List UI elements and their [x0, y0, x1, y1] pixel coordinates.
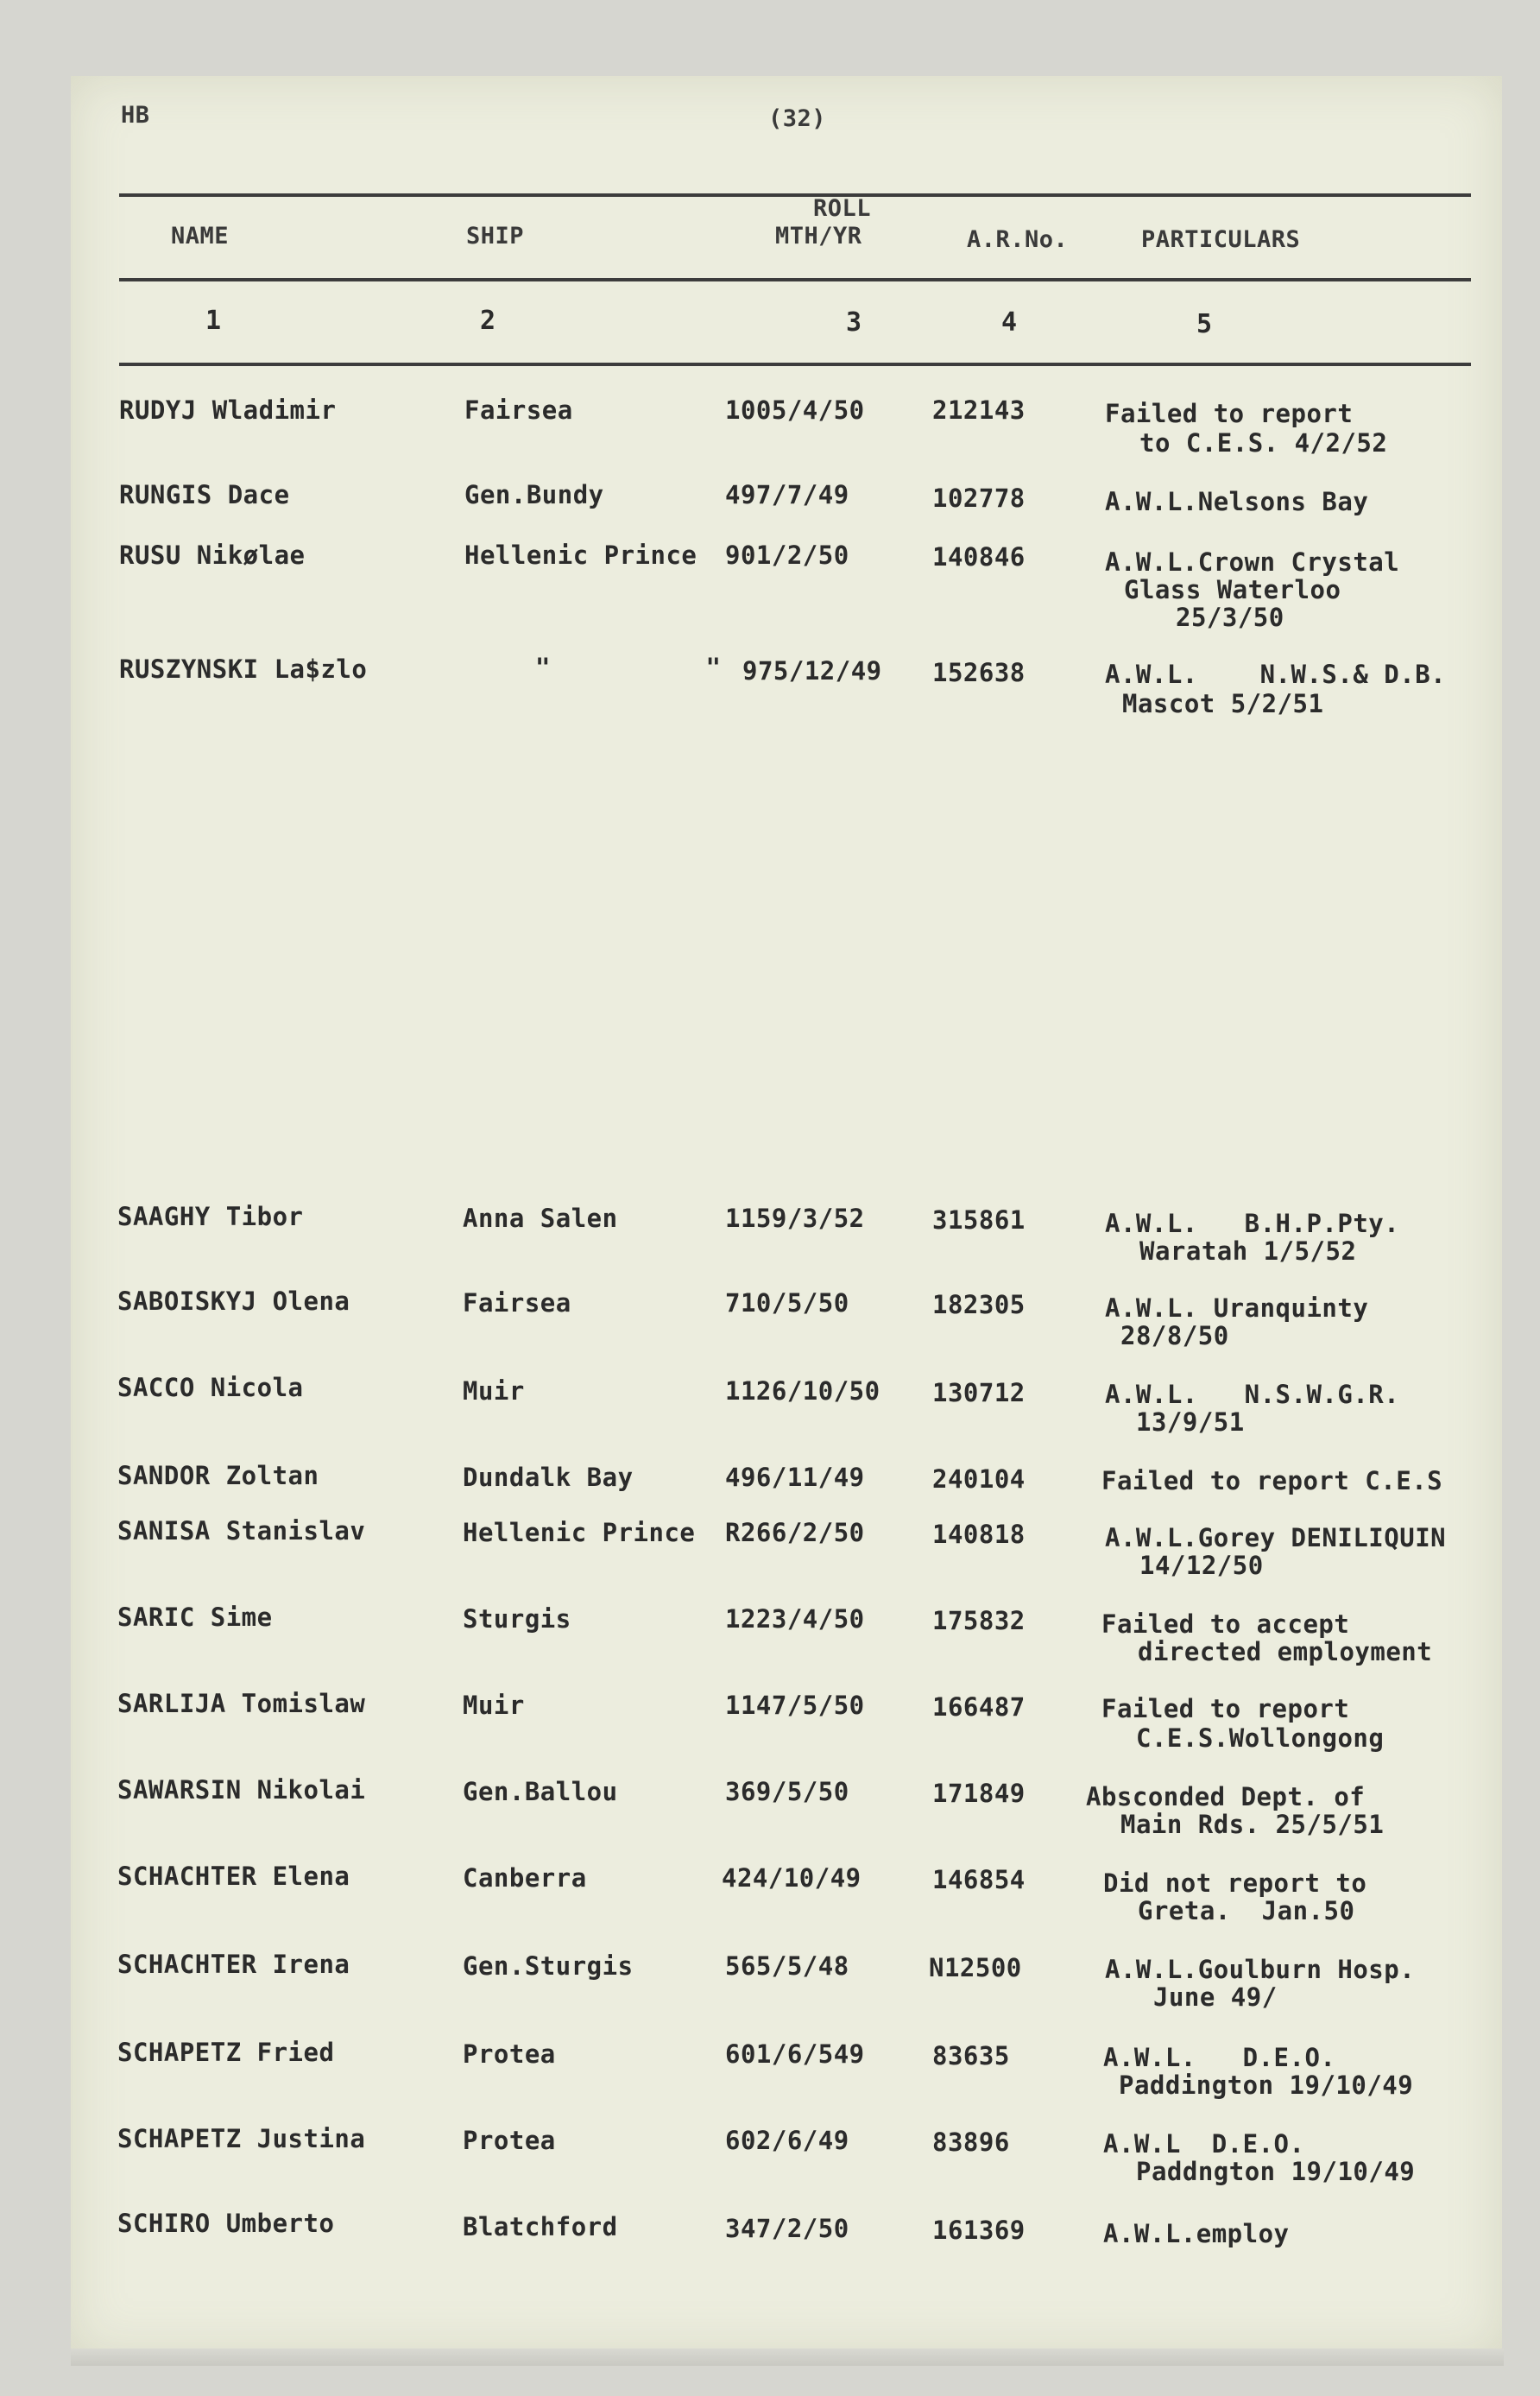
row-name: SCHAPETZ Justina: [117, 2124, 366, 2153]
row-particulars-line2: 13/9/51: [1136, 1407, 1245, 1437]
row-ship: Muir: [463, 1691, 525, 1720]
row-particulars-line2: 14/12/50: [1139, 1551, 1264, 1580]
row-ar-number: 315861: [932, 1205, 1026, 1235]
row-ship: Gen.Sturgis: [463, 1951, 634, 1981]
row-roll: 602/6/49: [725, 2126, 849, 2155]
column-header-name: NAME: [171, 223, 230, 250]
row-name: SARIC Sime: [117, 1603, 273, 1632]
row-name: SCHACHTER Irena: [117, 1950, 350, 1979]
column-header-roll-bottom: MTH/YR: [775, 223, 862, 250]
column-number-5: 5: [1196, 309, 1213, 339]
row-ar-number: 166487: [932, 1692, 1026, 1722]
column-number-1: 1: [205, 306, 222, 336]
row-name: SARLIJA Tomislaw: [117, 1689, 366, 1718]
row-particulars-line1: Absconded Dept. of: [1086, 1782, 1366, 1811]
page-initials: HB: [121, 102, 150, 129]
row-particulars-line2: Waratah 1/5/52: [1139, 1236, 1357, 1266]
row-roll: 424/10/49: [722, 1863, 862, 1893]
row-particulars-line2: Glass Waterloo: [1124, 575, 1341, 604]
row-ar-number: 140818: [932, 1520, 1026, 1549]
row-particulars-line2: Main Rds. 25/5/51: [1120, 1810, 1385, 1839]
row-roll: 1223/4/50: [725, 1604, 865, 1634]
row-roll: 1005/4/50: [725, 395, 865, 425]
row-roll: 1159/3/52: [725, 1204, 865, 1233]
row-particulars-line2: 28/8/50: [1120, 1321, 1229, 1350]
row-ar-number: 182305: [932, 1290, 1026, 1319]
row-ar-number: 146854: [932, 1865, 1026, 1894]
column-number-4: 4: [1001, 307, 1018, 338]
column-header-roll-top: ROLL: [813, 195, 872, 222]
row-particulars-line1: A.W.L.Gorey DENILIQUIN: [1105, 1523, 1447, 1552]
row-ship: Fairsea: [464, 395, 573, 425]
row-ar-number: 212143: [932, 395, 1026, 425]
row-name: RUSZYNSKI La$zlo: [119, 654, 368, 684]
row-particulars-line1: A.W.L.Crown Crystal: [1105, 547, 1400, 577]
row-roll: 901/2/50: [725, 541, 849, 570]
row-ship: Dundalk Bay: [463, 1463, 634, 1492]
row-roll: 347/2/50: [725, 2214, 849, 2243]
row-ship: Hellenic Prince: [464, 541, 697, 570]
row-particulars-line1: Failed to report C.E.S: [1101, 1466, 1443, 1495]
row-ship: Gen.Bundy: [464, 480, 604, 509]
row-roll: 601/6/549: [725, 2039, 865, 2069]
row-particulars-line2: Mascot 5/2/51: [1122, 689, 1324, 718]
header-rule: [119, 278, 1471, 281]
row-particulars-line1: A.W.L. Uranquinty: [1105, 1293, 1369, 1323]
row-ar-number: 171849: [932, 1779, 1026, 1808]
row-name: SAWARSIN Nikolai: [117, 1775, 366, 1805]
row-roll: 975/12/49: [742, 656, 882, 686]
row-name: SAAGHY Tibor: [117, 1202, 304, 1231]
row-particulars-line1: Failed to report: [1105, 399, 1354, 428]
row-ship: Muir: [463, 1376, 525, 1406]
row-particulars-line1: A.W.L. N.S.W.G.R.: [1105, 1380, 1400, 1409]
row-name: RUSU Nikølae: [119, 541, 306, 570]
row-particulars-line2: to C.E.S. 4/2/52: [1139, 428, 1388, 458]
row-ship: Gen.Ballou: [463, 1777, 618, 1806]
row-particulars-line1: A.W.L. N.W.S.& D.B.: [1105, 660, 1447, 689]
row-ar-number: 161369: [932, 2216, 1026, 2245]
row-ship: Protea: [463, 2126, 556, 2155]
row-roll: 1147/5/50: [725, 1691, 865, 1720]
row-ship: Fairsea: [463, 1288, 571, 1318]
row-ship: Sturgis: [463, 1604, 571, 1634]
row-ar-number: 240104: [932, 1464, 1026, 1494]
row-name: SABOISKYJ Olena: [117, 1287, 350, 1316]
column-number-2: 2: [480, 306, 496, 336]
row-particulars-line2: June 49/: [1153, 1982, 1278, 2012]
row-particulars-line1: Failed to report: [1101, 1694, 1350, 1723]
row-particulars-line2: Greta. Jan.50: [1138, 1896, 1355, 1925]
row-particulars-line3: 25/3/50: [1176, 603, 1284, 632]
page-bottom-edge: [71, 2349, 1504, 2366]
row-particulars-line1: Failed to accept: [1101, 1609, 1350, 1639]
row-particulars-line1: A.W.L D.E.O.: [1103, 2129, 1305, 2159]
row-ar-number: 102778: [932, 484, 1026, 513]
row-ar-number: 140846: [932, 542, 1026, 572]
row-name: SCHAPETZ Fried: [117, 2038, 335, 2067]
top-rule: [119, 193, 1471, 197]
row-ship: Anna Salen: [463, 1204, 618, 1233]
row-name: SACCO Nicola: [117, 1373, 304, 1402]
row-ship: Hellenic Prince: [463, 1518, 696, 1547]
row-ar-number: 152638: [932, 658, 1026, 687]
row-particulars-line1: A.W.L. B.H.P.Pty.: [1105, 1209, 1400, 1238]
row-roll: 565/5/48: [725, 1951, 849, 1981]
row-roll: 369/5/50: [725, 1777, 849, 1806]
row-ship: Blatchford: [463, 2212, 618, 2241]
row-ship: Protea: [463, 2039, 556, 2069]
row-particulars-line2: Paddington 19/10/49: [1119, 2070, 1414, 2100]
row-name: SCHACHTER Elena: [117, 1862, 350, 1891]
row-ar-number: 83896: [932, 2127, 1010, 2157]
row-roll: 1126/10/50: [725, 1376, 880, 1406]
row-particulars-line1: A.W.L.employ: [1103, 2219, 1290, 2248]
row-roll: 496/11/49: [725, 1463, 865, 1492]
row-particulars-line2: Paddngton 19/10/49: [1136, 2157, 1416, 2186]
row-name: SCHIRO Umberto: [117, 2209, 335, 2238]
row-particulars-line1: A.W.L. D.E.O.: [1103, 2043, 1336, 2072]
row-particulars-line1: A.W.L.Goulburn Hosp.: [1105, 1955, 1416, 1984]
column-number-rule: [119, 363, 1471, 366]
row-name: RUDYJ Wladimir: [119, 395, 337, 425]
column-header-particulars: PARTICULARS: [1141, 226, 1301, 253]
row-ship: Canberra: [463, 1863, 587, 1893]
row-ar-number: 175832: [932, 1606, 1026, 1635]
row-roll: 497/7/49: [725, 480, 849, 509]
row-roll: 710/5/50: [725, 1288, 849, 1318]
column-header-ar-no: A.R.No.: [967, 226, 1069, 253]
row-particulars-line2: C.E.S.Wollongong: [1136, 1723, 1385, 1753]
row-name: RUNGIS Dace: [119, 480, 290, 509]
row-name: SANDOR Zoltan: [117, 1461, 319, 1490]
column-header-ship: SHIP: [466, 223, 525, 250]
row-particulars-line1: A.W.L.Nelsons Bay: [1105, 487, 1369, 516]
row-particulars-line1: Did not report to: [1103, 1868, 1367, 1898]
page-number: (32): [768, 105, 827, 132]
row-ar-number: 83635: [932, 2041, 1010, 2070]
row-ar-number: N12500: [929, 1953, 1022, 1982]
column-number-3: 3: [846, 307, 862, 338]
row-ship-ditto: " ": [535, 653, 722, 682]
row-name: SANISA Stanislav: [117, 1516, 366, 1546]
row-particulars-line2: directed employment: [1138, 1637, 1433, 1666]
row-ar-number: 130712: [932, 1378, 1026, 1407]
row-roll: R266/2/50: [725, 1518, 865, 1547]
